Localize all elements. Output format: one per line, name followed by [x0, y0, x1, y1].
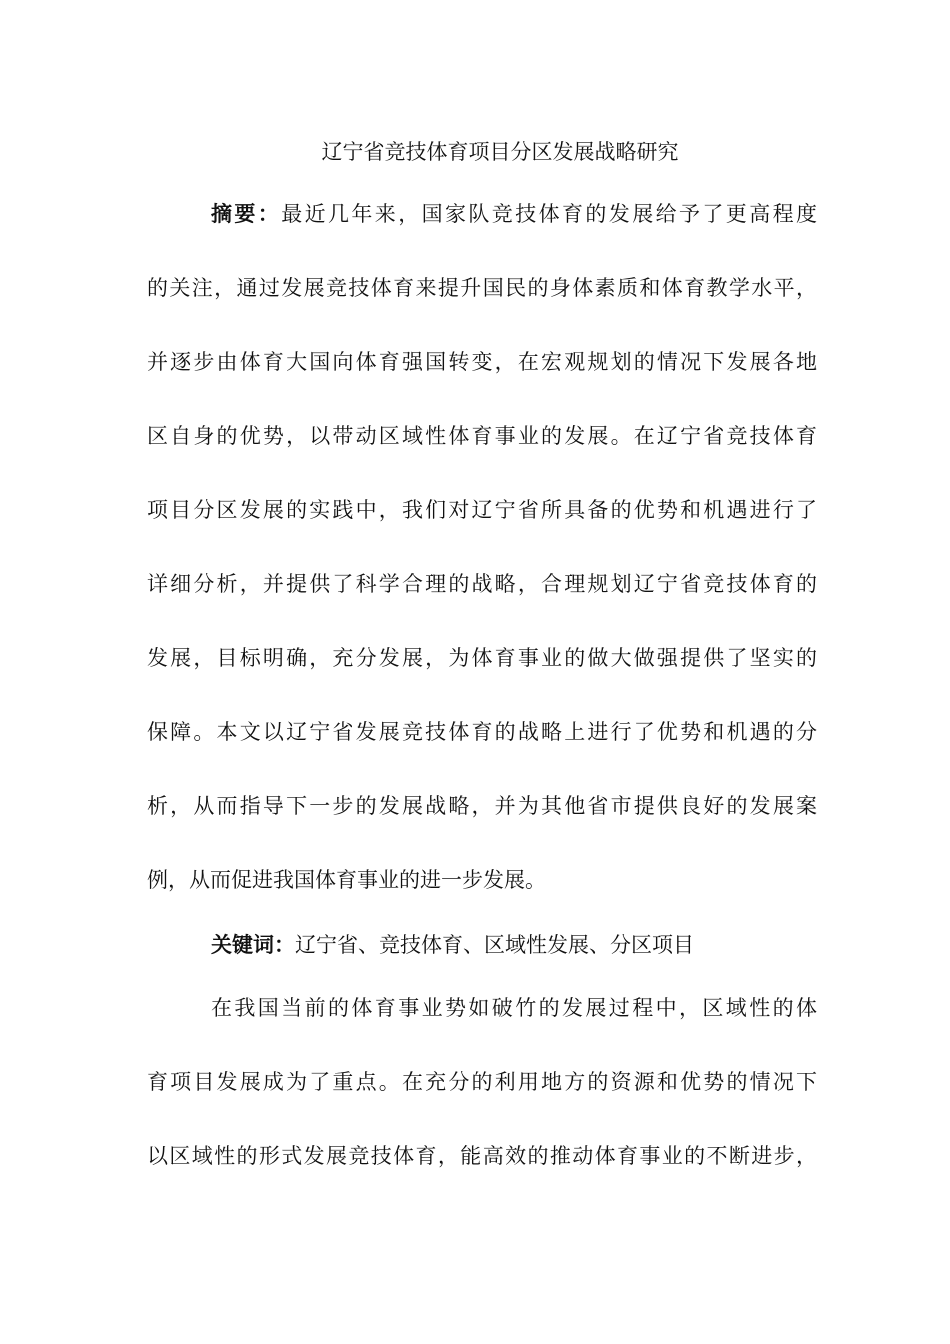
abstract-line: 并逐步由体育大国向体育强国转变，在宏观规划的情况下发展各地 [147, 350, 817, 374]
abstract-line: 析，从而指导下一步的发展战略，并为其他省市提供良好的发展案 [147, 794, 817, 818]
body-line: 以区域性的形式发展竞技体育，能高效的推动体育事业的不断进步， [147, 1144, 817, 1168]
abstract-line: 详细分析，并提供了科学合理的战略，合理规划辽宁省竞技体育的 [147, 572, 817, 596]
abstract-line: 发展，目标明确，充分发展，为体育事业的做大做强提供了坚实的 [147, 646, 817, 670]
abstract-label: 摘要： [211, 201, 282, 226]
keywords-label: 关键词： [211, 932, 295, 957]
abstract-line: 区自身的优势，以带动区域性体育事业的发展。在辽宁省竞技体育 [147, 424, 817, 448]
abstract-line: 保障。本文以辽宁省发展竞技体育的战略上进行了优势和机遇的分 [147, 720, 817, 744]
abstract-line: 例，从而促进我国体育事业的进一步发展。 [147, 868, 546, 892]
abstract-line: 的关注，通过发展竞技体育来提升国民的身体素质和体育教学水平， [147, 276, 817, 300]
document-title: 辽宁省竞技体育项目分区发展战略研究 [321, 140, 679, 164]
keywords-line [211, 930, 817, 960]
keywords-text: 辽宁省、竞技体育、区域性发展、分区项目 [295, 933, 694, 957]
body-line: 育项目发展成为了重点。在充分的利用地方的资源和优势的情况下 [147, 1070, 817, 1094]
abstract-line [211, 199, 817, 229]
body-line: 在我国当前的体育事业势如破竹的发展过程中，区域性的体 [211, 996, 817, 1020]
abstract-text: 最近几年来，国家队竞技体育的发展给予了更高程度 [281, 202, 818, 226]
abstract-line: 项目分区发展的实践中，我们对辽宁省所具备的优势和机遇进行了 [147, 498, 817, 522]
